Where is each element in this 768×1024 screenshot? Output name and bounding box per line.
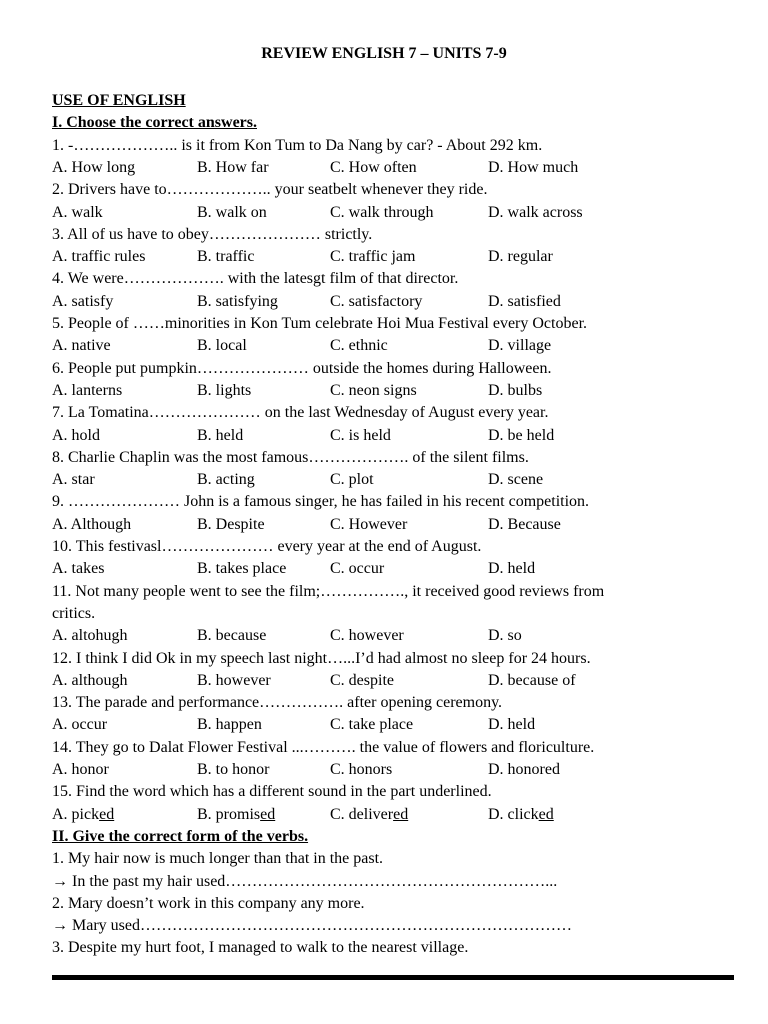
- option-a: A. lanterns: [52, 382, 123, 399]
- option-c: C. take place: [330, 716, 414, 733]
- option-a: A. native: [52, 337, 111, 354]
- rewrite-prompt: 1. My hair now is much longer than that in the past.: [52, 850, 384, 867]
- underlined-suffix: ed: [99, 806, 115, 823]
- rewrite-prompt: 3. Despite my hurt foot, I managed to walk to the nearest village.: [52, 939, 469, 956]
- option-a: A. honor: [52, 761, 109, 778]
- bottom-rule: [52, 975, 734, 980]
- option-d: D. so: [488, 627, 522, 644]
- option-a: A. traffic rules: [52, 248, 146, 265]
- option-c: C. delivered: [330, 806, 409, 823]
- option-c: C. honors: [330, 761, 393, 778]
- option-b: B. lights: [197, 382, 252, 399]
- question-text: 5. People of ……minorities in Kon Tum celebrate Hoi Mua Festival every October.: [52, 315, 588, 332]
- option-d: D. clicked: [488, 806, 554, 823]
- section-heading-use-of-english: USE OF ENGLISH: [52, 92, 186, 109]
- option-c: C. ethnic: [330, 337, 388, 354]
- option-b: B. walk on: [197, 204, 267, 221]
- option-b: B. traffic: [197, 248, 255, 265]
- rewrite-answer-line: → In the past my hair used……………………………………………………...: [52, 873, 558, 890]
- option-a: A. altohugh: [52, 627, 128, 644]
- option-a: A. star: [52, 471, 95, 488]
- page-title: REVIEW ENGLISH 7 – UNITS 7-9: [261, 45, 507, 62]
- option-c: C. despite: [330, 672, 394, 689]
- option-c: C. traffic jam: [330, 248, 416, 265]
- underlined-suffix: ed: [393, 806, 409, 823]
- option-d: D. held: [488, 560, 536, 577]
- option-c: C. walk through: [330, 204, 434, 221]
- option-d: D. honored: [488, 761, 560, 778]
- option-d: D. be held: [488, 427, 555, 444]
- question-text: 11. Not many people went to see the film;……………., it received good reviews from: [52, 583, 605, 600]
- option-c: C. satisfactory: [330, 293, 423, 310]
- question-text: 1. -……………….. is it from Kon Tum to Da Nang by car? - About 292 km.: [52, 137, 543, 154]
- part2-heading: II. Give the correct form of the verbs.: [52, 828, 309, 845]
- option-b: B. local: [197, 337, 247, 354]
- option-d: D. regular: [488, 248, 553, 265]
- option-b: B. to honor: [197, 761, 270, 778]
- question-text: 4. We were………………. with the latesgt film of that director.: [52, 270, 459, 287]
- option-b: B. Despite: [197, 516, 265, 533]
- option-d: D. held: [488, 716, 536, 733]
- option-c: C. is held: [330, 427, 391, 444]
- rewrite-answer-line: → Mary used………………………………………………………………………: [52, 917, 572, 934]
- option-a: A. takes: [52, 560, 105, 577]
- question-text-continued: critics.: [52, 605, 96, 622]
- question-text: 10. This festivasl………………… every year at the end of August.: [52, 538, 482, 555]
- question-text: 15. Find the word which has a different sound in the part underlined.: [52, 783, 492, 800]
- question-text: 6. People put pumpkin………………… outside the homes during Halloween.: [52, 360, 552, 377]
- option-b: B. held: [197, 427, 244, 444]
- rewrite-prompt: 2. Mary doesn’t work in this company any more.: [52, 895, 365, 912]
- option-a: A. occur: [52, 716, 108, 733]
- option-b: B. happen: [197, 716, 262, 733]
- option-a: A. walk: [52, 204, 103, 221]
- question-text: 13. The parade and performance……………. after opening ceremony.: [52, 694, 503, 711]
- option-a: A. satisfy: [52, 293, 114, 310]
- option-b: B. because: [197, 627, 267, 644]
- option-b: B. acting: [197, 471, 255, 488]
- question-text: 7. La Tomatina………………… on the last Wednesday of August every year.: [52, 404, 549, 421]
- option-b: B. satisfying: [197, 293, 278, 310]
- option-d: D. village: [488, 337, 552, 354]
- option-b: B. takes place: [197, 560, 287, 577]
- option-c: C. How often: [330, 159, 417, 176]
- option-d: D. bulbs: [488, 382, 543, 399]
- option-c: C. however: [330, 627, 404, 644]
- option-c: C. plot: [330, 471, 374, 488]
- option-d: D. satisfied: [488, 293, 561, 310]
- part1-heading: I. Choose the correct answers.: [52, 114, 257, 131]
- option-a: A. picked: [52, 806, 115, 823]
- option-d: D. because of: [488, 672, 576, 689]
- option-a: A. Although: [52, 516, 132, 533]
- option-d: D. scene: [488, 471, 544, 488]
- option-d: D. Because: [488, 516, 561, 533]
- option-a: A. hold: [52, 427, 100, 444]
- underlined-suffix: ed: [260, 806, 276, 823]
- option-a: A. although: [52, 672, 128, 689]
- question-text: 3. All of us have to obey………………… strictly.: [52, 226, 373, 243]
- question-text: 14. They go to Dalat Flower Festival ...………. the value of flowers and floriculture.: [52, 739, 595, 756]
- option-b: B. How far: [197, 159, 269, 176]
- option-d: D. How much: [488, 159, 579, 176]
- option-b: B. however: [197, 672, 271, 689]
- option-c: C. occur: [330, 560, 385, 577]
- question-text: 8. Charlie Chaplin was the most famous………………. of the silent films.: [52, 449, 529, 466]
- option-c: C. However: [330, 516, 408, 533]
- question-text: 2. Drivers have to……………….. your seatbelt whenever they ride.: [52, 181, 488, 198]
- option-d: D. walk across: [488, 204, 583, 221]
- option-b: B. promised: [197, 806, 276, 823]
- question-text: 12. I think I did Ok in my speech last night…...I’d had almost no sleep for 24 hours.: [52, 650, 591, 667]
- underlined-suffix: ed: [538, 806, 554, 823]
- question-text: 9. ………………… John is a famous singer, he has failed in his recent competition.: [52, 493, 590, 510]
- option-c: C. neon signs: [330, 382, 417, 399]
- option-a: A. How long: [52, 159, 136, 176]
